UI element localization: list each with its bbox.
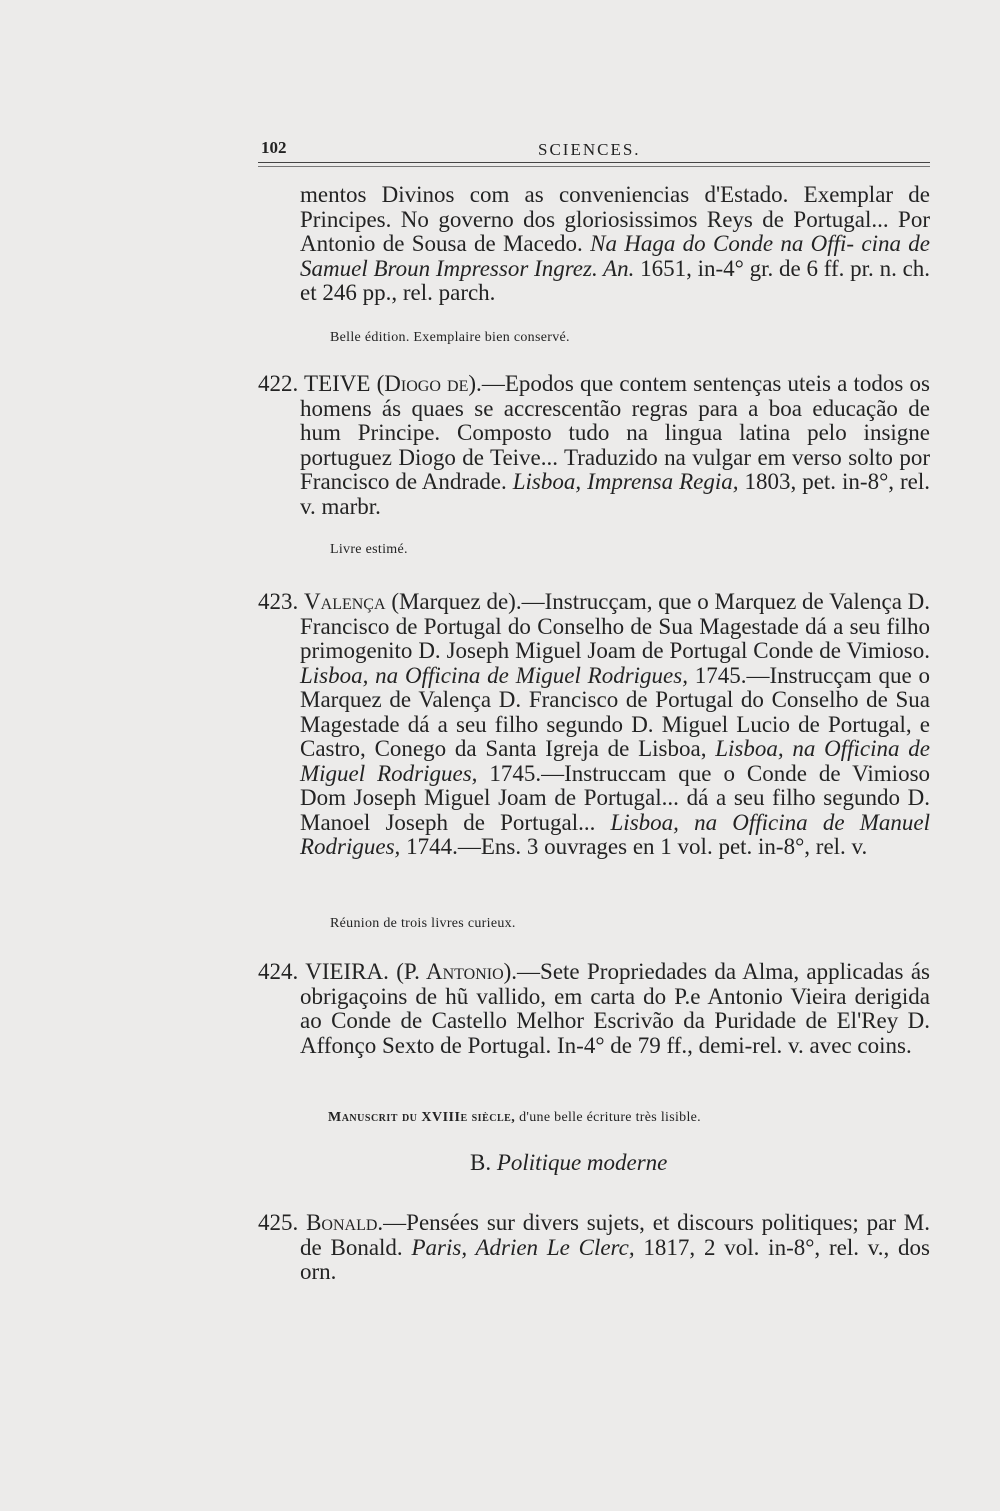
entry-text: 1745.—Instrucçam que o Marquez de Valença D. Francisco de Portugal do Conselho de Sua Magestade dá a seu filho segundo D. Miguel Lucio de Portugal, e Castro, Conego da Santa Igreja de Lisboa, xyxy=(300,662,931,761)
header-rule xyxy=(258,162,930,163)
entry-text: 1744.—Ens. 3 ouvrages en 1 vol. pet. in-8°, rel. v. xyxy=(406,834,868,859)
imprint-italic: Lisboa, na Officina de Miguel Rodrigues, xyxy=(300,736,931,786)
entry-note: Livre estimé. xyxy=(330,542,408,557)
imprint-italic: Lisboa, na Officina de Manuel Rodrigues, xyxy=(300,809,930,859)
entry-note xyxy=(328,1110,701,1126)
entry-author: Bonald. xyxy=(306,1210,384,1235)
entry-author: VIEIRA. xyxy=(305,959,389,984)
entry-423 xyxy=(258,589,931,860)
entry-note: Réunion de trois livres curieux. xyxy=(330,916,516,931)
section-title: Politique moderne xyxy=(496,1150,668,1175)
note-text: d'une belle écriture très lisible. xyxy=(519,1110,701,1125)
entry-author: TEIVE xyxy=(304,371,371,396)
manuscript-label: Manuscrit du XVIIIe siècle, xyxy=(328,1110,516,1125)
imprint-italic: Na Haga do Conde na Offi- xyxy=(590,231,855,256)
entry-424 xyxy=(258,959,931,1058)
page-number: 102 xyxy=(261,138,287,157)
entry-text: —Pensées sur divers sujets, et discours politiques; par M. de Bonald. xyxy=(300,1210,930,1260)
continuation-line: Principes. No governo dos gloriosissimos Reys de Portugal... xyxy=(300,206,889,232)
page-header xyxy=(258,138,930,166)
entry-number: 423. xyxy=(258,589,299,614)
entry-text: 1817, 2 vol. in-8°, rel. v., dos orn. xyxy=(300,1234,931,1284)
header-rule-secondary xyxy=(258,166,930,167)
entry-note: Belle édition. Exemplaire bien conservé. xyxy=(330,330,570,345)
section-subheading xyxy=(470,1150,667,1176)
entry-425 xyxy=(258,1210,931,1285)
entry-author-name: (Marquez de). xyxy=(391,589,522,614)
continuation-line: de 6 ff. pr. n. ch. et 246 pp., rel. parch. xyxy=(300,255,931,305)
running-title: SCIENCES. xyxy=(538,140,641,159)
entry-text: 1745.—Instruccam que o Conde de Vimioso Dom Joseph Miguel Joam de Portugal... dá a seu filho segundo D. Manoel Joseph de Portugal... xyxy=(300,760,931,835)
entry-author: Valença xyxy=(304,589,386,614)
continuation-line: mentos Divinos com as conveniencias d'Estado. Exemplar de xyxy=(300,182,930,207)
entry-text: —Instrucçam, que o Marquez de Valença D. Francisco de Portugal do Conselho de Sua Magestade dá a seu filho primogenito D. Joseph Miguel Joam de Portugal Conde de Vimioso. xyxy=(300,589,931,663)
entry-text: —Sete Propriedades da Alma, applicadas ás obrigaçoins de hũ vallido, em carta do P.e Antonio Vieira derigida ao Conde de Castello Melhor Escrivão da Puridade de El'Rey D. Affonço Sexto de Portugal. In-4° de 79 ff., demi-rel. v. avec coins. xyxy=(300,959,931,1058)
section-letter: B. xyxy=(470,1150,492,1175)
entry-number: 422. xyxy=(258,371,299,396)
entry-number: 424. xyxy=(258,959,299,984)
entry-number: 425. xyxy=(258,1210,299,1235)
imprint-italic: Paris, Adrien Le Clerc, xyxy=(411,1234,635,1260)
imprint-italic: Lisboa, na Officina de Miguel Rodrigues, xyxy=(300,662,688,688)
entry-421-continuation xyxy=(300,183,930,306)
entry-author-name: (P. Antonio). xyxy=(396,959,518,984)
continuation-line: 1651, in-4° gr. xyxy=(640,255,774,281)
entry-text: 1803, pet. in-8°, rel. v. marbr. xyxy=(300,469,931,519)
entry-author-name: (Diogo de). xyxy=(376,371,482,396)
imprint-italic: cina de Samuel Broun Impressor Ingrez. An. xyxy=(300,231,931,281)
imprint-italic: Lisboa, Imprensa Regia, xyxy=(512,469,739,494)
continuation-line: Por Antonio de Sousa de Macedo. xyxy=(300,206,930,256)
entry-422 xyxy=(258,371,931,519)
entry-text: —Epodos que contem sentenças uteis a todos os homens ás quaes se accrescentão regras para a boa educação de hum Principe. Composto tudo na lingua latina pelo insigne portuguez Diogo de Teive... Traduzido na vulgar em verso solto por Francisco de Andrade. xyxy=(300,371,931,494)
